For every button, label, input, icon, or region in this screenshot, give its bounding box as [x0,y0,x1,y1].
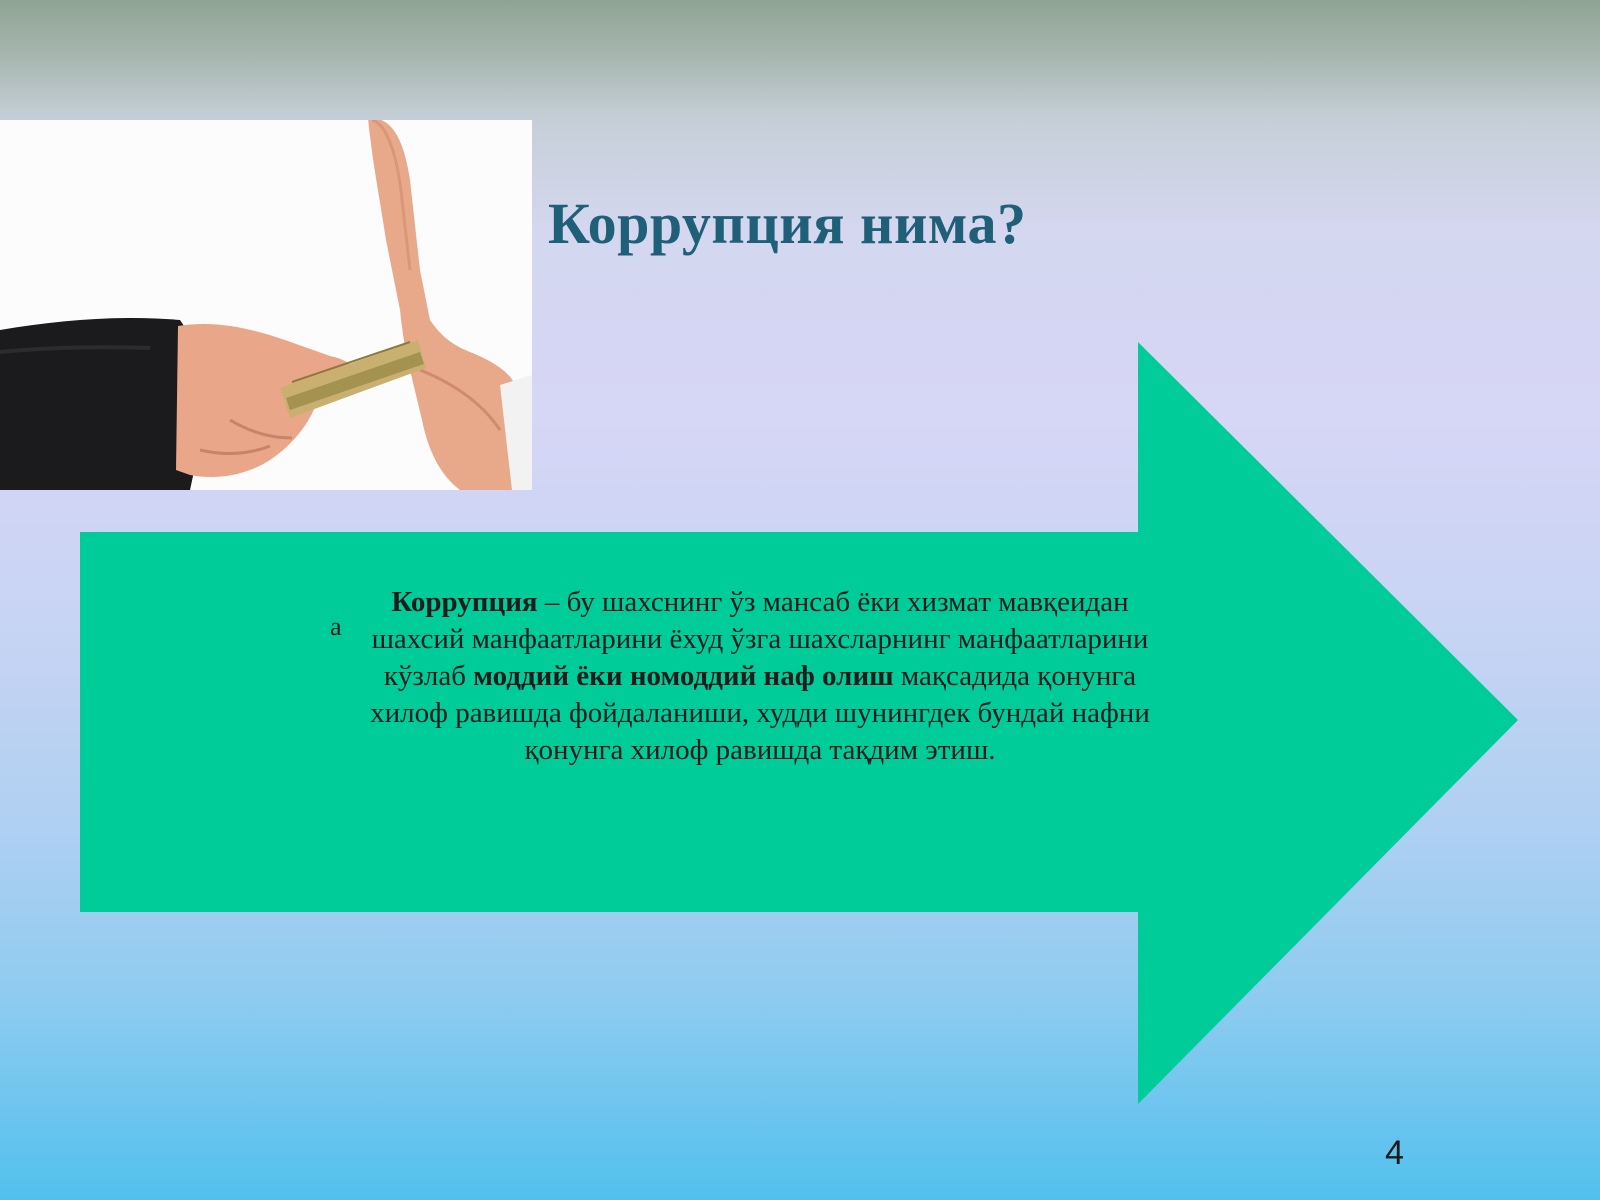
term: Коррупция [391,586,538,618]
definition-bold-phrase: моддий ёки номоддий наф олиш [473,660,894,692]
definition-part-1: – бу шахснинг ўз мансаб ёки хизмат мавқеидан шахсий манфаатларини ёхуд ўзга шахсларнинг манфаатларини кўзлаб [371,586,1149,692]
definition-part-2: мақсадида қонунга хилоф равишда фойдаланиши, худди шунингдек бундай нафни қонунга хилоф равишда тақдим этиш. [370,660,1150,766]
slide-title: Коррупция нима? [548,191,1027,256]
definition-text [360,584,1160,769]
stray-letter: а [330,612,342,641]
page-number: 4 [1385,1134,1404,1172]
